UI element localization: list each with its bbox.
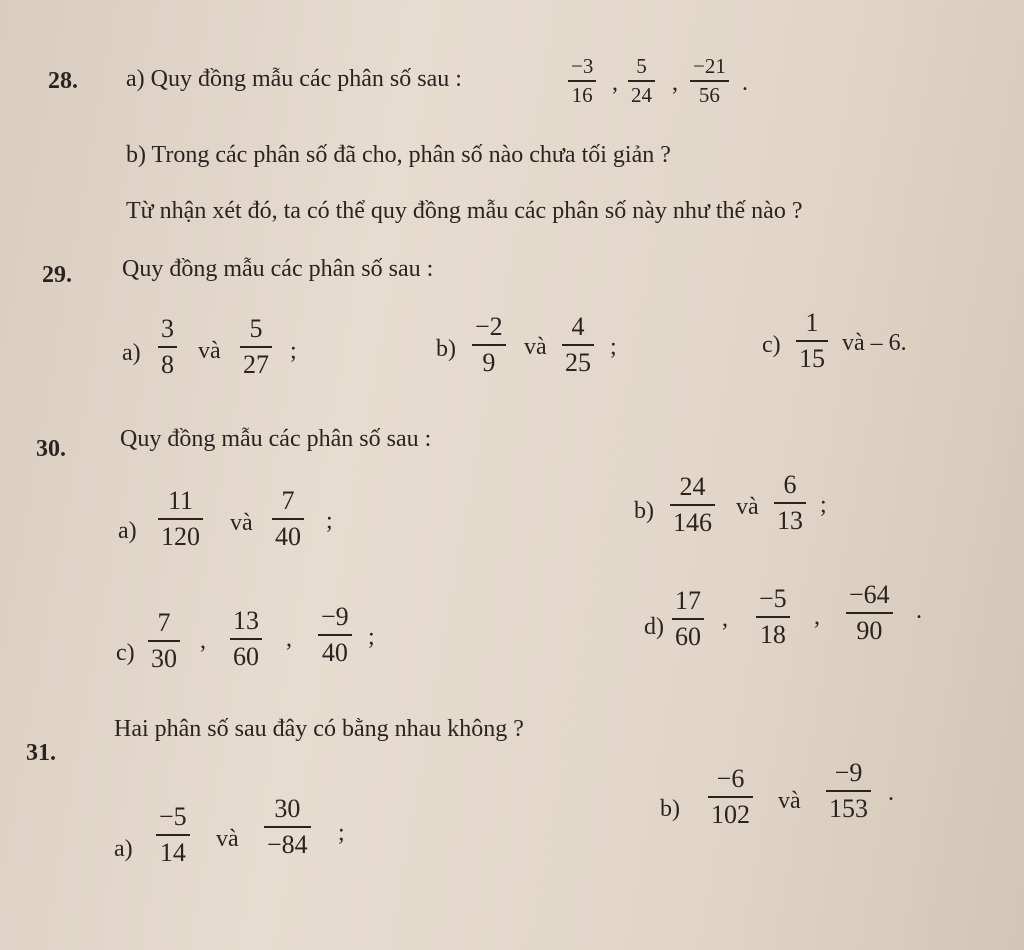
fraction: 17 60 [672,588,704,650]
fraction: 13 60 [230,608,262,670]
fraction: −5 18 [756,586,790,648]
fraction: 3 8 [158,316,177,378]
fraction: −5 14 [156,804,190,866]
problem-28-number: 28. [48,68,78,94]
problem-30-number: 30. [36,436,66,462]
problem-28-b-text: b) Trong các phân số đã cho, phân số nào chưa tối giản ? [126,142,671,168]
fraction: 6 13 [774,472,806,534]
fraction: −3 16 [568,56,596,106]
fraction: 24 146 [670,474,715,536]
problem-30-title: Quy đồng mẫu các phân số sau : [120,426,432,452]
problem-29-title: Quy đồng mẫu các phân số sau : [122,256,434,282]
fraction: 30 −84 [264,796,311,858]
fraction: 7 30 [148,610,180,672]
fraction: 5 27 [240,316,272,378]
fraction: −9 40 [318,604,352,666]
textbook-page: 28. a) Quy đồng mẫu các phân số sau : −3 16 , 5 24 , −21 56 . b) Trong các phân số đã cho, phân số nào chưa tối giản ? Từ nhận xét đó, ta có thể quy đồng mẫu các phân số này như thế nào ? 29. Quy đồng mẫu các phân số sau : a) 3 8 và 5 27 ; b) −2 9 và 4 25 ; c) 1 15 và – 6. 30. Quy đồng mẫu các phân số sau : a) 11 120 và 7 40 ; b) 24 146 và 6 13 ; c) 7 30 , 13 60 , −9 40 ; d) 17 60 , −5 18 , −64 90 . 31. Hai phân số sau đây có bằng nhau không ? a) −5 14 và 30 −84 ; b) −6 102 và −9 153 . [26,54,922,867]
fraction: 11 120 [158,488,203,550]
fraction: −64 90 [846,582,893,644]
fraction: 1 15 [796,310,828,372]
problem-31-number: 31. [26,740,56,766]
problem-28-a-text: a) Quy đồng mẫu các phân số sau : [126,66,462,92]
fraction: −2 9 [472,314,506,376]
problem-31-title: Hai phân số sau đây có bằng nhau không ? [114,716,524,742]
fraction: −6 102 [708,766,753,828]
fraction: 5 24 [628,56,655,106]
fraction: −21 56 [690,56,729,106]
problem-29-number: 29. [42,262,72,288]
fraction: 7 40 [272,488,304,550]
problem-28-c-text: Từ nhận xét đó, ta có thể quy đồng mẫu các phân số này như thế nào ? [126,198,803,224]
fraction: 4 25 [562,314,594,376]
fraction: −9 153 [826,760,871,822]
